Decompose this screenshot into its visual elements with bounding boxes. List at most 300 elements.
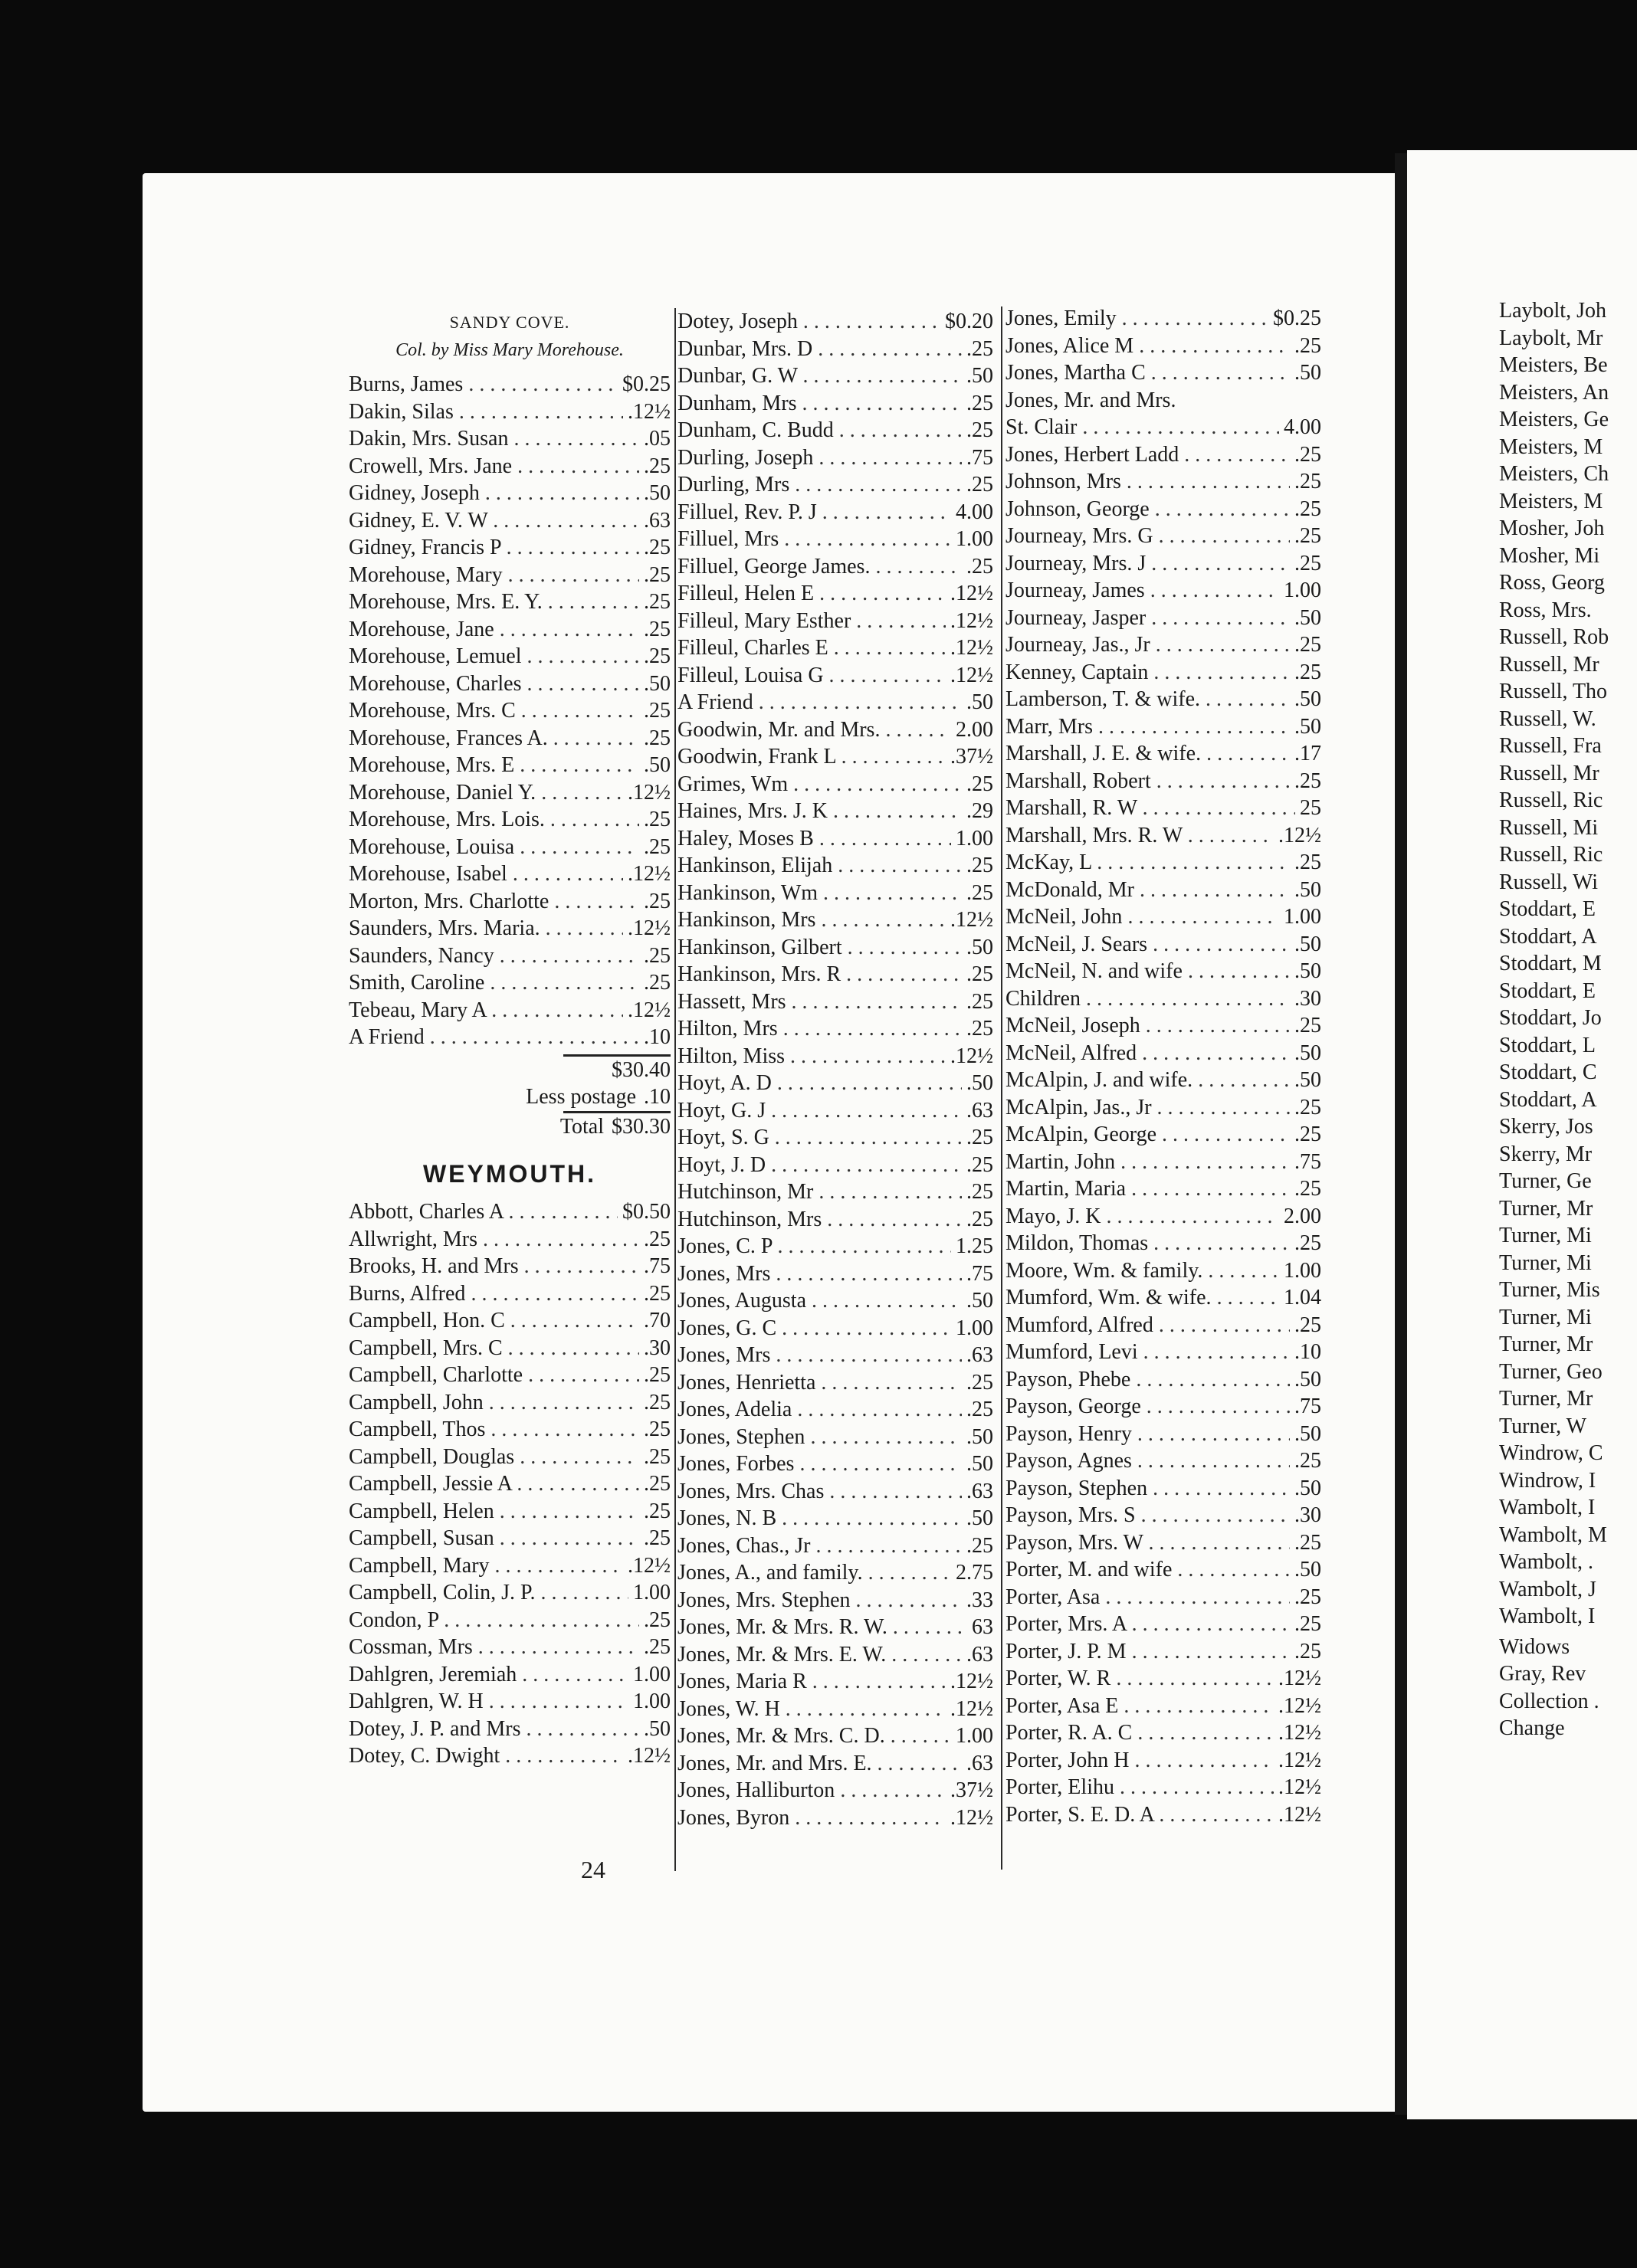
list-item: [1005, 1366, 1321, 1394]
list-item: [349, 725, 671, 752]
entry-amount: .75: [1290, 1393, 1321, 1421]
list-item: [1005, 441, 1321, 469]
entry-amount: 1.04: [1279, 1284, 1321, 1312]
list-item: [1499, 1277, 1637, 1304]
list-item: [1005, 550, 1321, 578]
list-item: [349, 806, 671, 834]
entry-name: Morehouse, Mrs. E. Y. . . .: [349, 588, 639, 616]
entry-name: A Friend . . .: [677, 689, 962, 716]
list-item: [1499, 1660, 1637, 1688]
entry-amount: .12½: [946, 1668, 993, 1696]
list-item: [1005, 1012, 1321, 1040]
entry-name: Porter, M. and wife . . .: [1005, 1556, 1290, 1584]
list-item: [1005, 1693, 1321, 1720]
entry-name: Lamberson, T. & wife. . . .: [1005, 686, 1290, 713]
entry-name: Hankinson, Gilbert . . .: [677, 934, 962, 962]
entry-name: Campbell, Charlotte . . .: [349, 1362, 639, 1389]
entry-amount: .50: [1290, 1421, 1321, 1448]
entry-name: Porter, J. P. M . . .: [1005, 1638, 1290, 1666]
entry-amount: 2.00: [1279, 1203, 1321, 1231]
entry-amount: .75: [962, 1260, 993, 1288]
entry-name: Campbell, Susan . . .: [349, 1525, 639, 1552]
entry-name: Morehouse, Isabel . . .: [349, 860, 623, 888]
entry-name: Porter, Asa E . . .: [1005, 1693, 1274, 1720]
entry-amount: .25: [639, 588, 671, 616]
entry-name: Meisters, M: [1499, 489, 1603, 513]
entry-name: Mildon, Thomas . . .: [1005, 1230, 1290, 1257]
entry-name: Jones, Byron . . .: [677, 1804, 946, 1832]
entry-amount: .25: [639, 616, 671, 644]
entry-amount: .25: [639, 1444, 671, 1471]
entry-name: Journeay, Mrs. J . . .: [1005, 550, 1290, 578]
entry-amount: .25: [639, 969, 671, 997]
entry-name: Turner, Mr: [1499, 1387, 1593, 1411]
entry-name: Hassett, Mrs . . .: [677, 988, 962, 1016]
entry-amount: 4.00: [1279, 414, 1321, 441]
entry-name: St. Clair . . .: [1005, 414, 1279, 441]
entry-amount: .25: [962, 961, 993, 988]
list-item: [677, 1641, 993, 1669]
list-item: [677, 934, 993, 962]
entry-amount: .75: [962, 444, 993, 472]
list-item: [349, 779, 671, 807]
list-item: [1499, 1331, 1637, 1359]
entry-name: Campbell, Mary . . .: [349, 1552, 623, 1580]
column-d: [1499, 297, 1637, 1742]
list-item: [1005, 1149, 1321, 1176]
entry-amount: .75: [639, 1253, 671, 1280]
less-postage-line: [349, 1083, 671, 1111]
entry-amount: .25: [1290, 1447, 1321, 1475]
entry-name: Russell, Wi: [1499, 870, 1599, 894]
entry-name: Morehouse, Frances A. . . .: [349, 725, 639, 752]
list-item: [677, 1777, 993, 1804]
entry-name: Marr, Mrs . . .: [1005, 713, 1290, 741]
list-item: [677, 336, 993, 363]
entry-amount: .12½: [623, 1552, 671, 1580]
entry-amount: .12½: [946, 634, 993, 662]
list-item: [1499, 869, 1637, 896]
list-item: [677, 444, 993, 472]
less-postage-amount: .10: [644, 1085, 671, 1109]
entry-amount: .25: [1290, 1584, 1321, 1611]
entry-name: Filluel, Mrs . . .: [677, 526, 951, 553]
entry-name: Jones, Mrs . . .: [677, 1342, 962, 1369]
list-item: [1005, 1447, 1321, 1475]
entry-name: Turner, Mis: [1499, 1278, 1600, 1302]
list-item: [1005, 1638, 1321, 1666]
list-item: [1005, 1121, 1321, 1149]
list-item: [677, 362, 993, 390]
entry-amount: .25: [639, 1389, 671, 1417]
entry-name: Journeay, James . . .: [1005, 577, 1279, 605]
entry-name: Gidney, E. V. W . . .: [349, 507, 639, 535]
list-item: [349, 1634, 671, 1661]
entry-amount: 1.00: [1279, 1257, 1321, 1285]
entry-name: Porter, S. E. D. A . . .: [1005, 1801, 1274, 1829]
entry-amount: .50: [1290, 877, 1321, 904]
entry-amount: .50: [639, 670, 671, 698]
entry-name: Dunham, C. Budd . . .: [677, 417, 962, 444]
entry-name: Filleul, Helen E . . .: [677, 580, 946, 608]
entry-name: Grimes, Wm . . .: [677, 771, 962, 798]
entry-name: Martin, Maria . . .: [1005, 1175, 1290, 1203]
entry-name: Morehouse, Jane . . .: [349, 616, 639, 644]
list-item: [1499, 379, 1637, 407]
entry-amount: .25: [639, 1416, 671, 1444]
entry-amount: 1.00: [1279, 577, 1321, 605]
list-item: [1005, 631, 1321, 659]
list-item: [677, 1097, 993, 1125]
entry-name: Morehouse, Mrs. C . . .: [349, 697, 639, 725]
entry-name: Porter, Mrs. A . . .: [1005, 1611, 1290, 1638]
entry-name: Hutchinson, Mr . . .: [677, 1178, 962, 1206]
entry-name: Jones, Mrs. Stephen . . .: [677, 1587, 962, 1614]
entry-name: Jones, Forbes . . .: [677, 1450, 962, 1478]
entry-amount: .50: [1290, 1040, 1321, 1067]
list-item: [1005, 414, 1321, 441]
entry-name: Smith, Caroline . . .: [349, 969, 639, 997]
entry-name: Martin, John . . .: [1005, 1149, 1290, 1176]
entry-amount: 1.00: [951, 1722, 993, 1750]
entry-amount: .25: [1290, 1230, 1321, 1257]
entry-amount: .50: [962, 1424, 993, 1451]
entry-name: McDonald, Mr . . .: [1005, 877, 1290, 904]
list-item: [1005, 1230, 1321, 1257]
entry-amount: .25: [962, 1015, 993, 1043]
entry-amount: .25: [962, 1206, 993, 1234]
list-item: [1005, 359, 1321, 387]
list-item: [349, 1716, 671, 1743]
list-item: [349, 1307, 671, 1335]
list-item: [1005, 1584, 1321, 1611]
entry-amount: .12½: [946, 608, 993, 635]
entry-name: Saunders, Mrs. Maria. . . .: [349, 915, 623, 942]
list-item: [677, 1804, 993, 1832]
list-item: [349, 1444, 671, 1471]
entry-amount: .50: [1290, 605, 1321, 632]
list-item: [1005, 333, 1321, 360]
list-item: [677, 689, 993, 716]
entry-amount: 1.00: [628, 1688, 671, 1716]
list-item: [677, 1315, 993, 1342]
entry-name: Durling, Mrs . . .: [677, 471, 962, 499]
list-item: [349, 888, 671, 916]
entry-name: Windrow, I: [1499, 1468, 1596, 1493]
list-item: [677, 1124, 993, 1152]
entry-amount: .12½: [946, 1696, 993, 1723]
entry-amount: .25: [639, 534, 671, 562]
entry-amount: .25: [639, 1498, 671, 1526]
entry-amount: .25: [1290, 1094, 1321, 1122]
list-item: [349, 752, 671, 779]
list-item: [349, 1024, 671, 1051]
entry-amount: .70: [639, 1307, 671, 1335]
entry-amount: .25: [639, 1280, 671, 1308]
entry-amount: .25: [1290, 631, 1321, 659]
entry-name: Hilton, Mrs . . .: [677, 1015, 962, 1043]
list-item: [1005, 1393, 1321, 1421]
entry-name: Payson, Stephen . . .: [1005, 1475, 1290, 1503]
entry-name: McAlpin, Jas., Jr . . .: [1005, 1094, 1290, 1122]
sandy-cove-heading: SANDY COVE.: [449, 313, 570, 332]
entry-name: Turner, Mr: [1499, 1196, 1593, 1221]
list-item: [349, 1688, 671, 1716]
entry-name: Campbell, Jessie A . . .: [349, 1470, 639, 1498]
entry-amount: .75: [1290, 1149, 1321, 1176]
list-item: [1499, 1168, 1637, 1195]
entry-name: Durling, Joseph . . .: [677, 444, 962, 472]
list-item: [1499, 1688, 1637, 1716]
entry-name: Campbell, Colin, J. P. . . .: [349, 1579, 628, 1607]
list-item: [677, 417, 993, 444]
entry-amount: .63: [639, 507, 671, 535]
list-item: [1499, 1385, 1637, 1413]
entry-amount: .25: [639, 834, 671, 861]
entry-name: Stoddart, E: [1499, 978, 1596, 1003]
list-item: [1005, 740, 1321, 768]
entry-amount: .12½: [946, 1804, 993, 1832]
list-item: [349, 398, 671, 426]
entry-amount: .50: [1290, 958, 1321, 985]
entry-name: Payson, George . . .: [1005, 1393, 1290, 1421]
list-item: [349, 562, 671, 589]
list-item: [1499, 406, 1637, 434]
list-item: [677, 662, 993, 690]
entry-name: Skerry, Mr: [1499, 1142, 1593, 1166]
entry-amount: .30: [639, 1335, 671, 1362]
list-item: [1005, 1774, 1321, 1801]
entry-name: Wambolt, J: [1499, 1577, 1596, 1601]
entry-amount: .25: [1290, 468, 1321, 496]
entry-amount: .25: [639, 1634, 671, 1661]
entry-amount: .50: [1290, 1366, 1321, 1394]
list-item: [1499, 787, 1637, 814]
entry-name: Russell, Mi: [1499, 815, 1599, 840]
list-item: [1499, 678, 1637, 706]
entry-amount: .25: [962, 1369, 993, 1397]
entry-name: Jones, Mr. & Mrs. E. W. . . .: [677, 1641, 962, 1669]
entry-name: Dunbar, Mrs. D . . .: [677, 336, 962, 363]
list-item: [677, 1152, 993, 1179]
entry-amount: .05: [639, 425, 671, 453]
list-item: [1005, 1312, 1321, 1339]
entry-amount: .50: [962, 1287, 993, 1315]
list-item: [1005, 1502, 1321, 1529]
list-item: [349, 1253, 671, 1280]
list-item: [1005, 1284, 1321, 1312]
entry-name: Stoddart, L: [1499, 1033, 1596, 1057]
entry-name: Jones, G. C . . .: [677, 1315, 951, 1342]
entry-name: Russell, W.: [1499, 706, 1596, 731]
entry-name: Turner, Mi: [1499, 1224, 1592, 1247]
entry-name: Jones, Augusta . . .: [677, 1287, 962, 1315]
list-item: [349, 1416, 671, 1444]
list-item: [1005, 985, 1321, 1013]
entry-amount: .12½: [1274, 1747, 1321, 1775]
list-item: [349, 534, 671, 562]
entry-name: Porter, Asa . . .: [1005, 1584, 1290, 1611]
list-item: [677, 1505, 993, 1532]
list-item: [349, 1525, 671, 1552]
list-item: [1005, 523, 1321, 550]
entry-name: Morehouse, Mary . . .: [349, 562, 639, 589]
entry-name: Jones, Herbert Ladd . . .: [1005, 441, 1290, 469]
list-item: [1499, 1603, 1637, 1631]
list-item: [677, 634, 993, 662]
list-item: [1005, 903, 1321, 931]
entry-amount: .25: [1290, 496, 1321, 523]
list-item: [349, 1742, 671, 1770]
entry-amount: .37½: [946, 743, 993, 771]
entry-name: Hutchinson, Mrs . . .: [677, 1206, 962, 1234]
list-item: [1005, 686, 1321, 713]
list-item: [677, 1015, 993, 1043]
entry-amount: .50: [1290, 931, 1321, 959]
total-line: [349, 1113, 671, 1141]
entry-amount: .25: [1290, 1529, 1321, 1557]
entry-amount: 1.00: [951, 1315, 993, 1342]
list-item: [1005, 577, 1321, 605]
entry-name: Hoyt, A. D . . .: [677, 1070, 962, 1097]
entry-amount: .50: [1290, 1475, 1321, 1503]
list-item: [1499, 1467, 1637, 1495]
entry-amount: $0.20: [940, 308, 993, 336]
list-item: [1005, 1665, 1321, 1693]
list-item: [1005, 849, 1321, 877]
entry-name: McNeil, J. Sears . . .: [1005, 931, 1290, 959]
list-item: [1499, 515, 1637, 542]
entry-name: Turner, Mr: [1499, 1332, 1593, 1356]
entry-amount: .25: [962, 1396, 993, 1424]
entry-name: Hankinson, Mrs. R . . .: [677, 961, 962, 988]
entry-amount: .12½: [623, 779, 671, 807]
list-item: [1499, 1005, 1637, 1032]
entry-name: Campbell, John . . .: [349, 1389, 639, 1417]
entry-name: Jones, Alice M . . .: [1005, 333, 1290, 360]
page-number: 24: [581, 1856, 605, 1883]
entry-name: Payson, Mrs. W . . .: [1005, 1529, 1290, 1557]
list-item: [677, 1369, 993, 1397]
list-item: [349, 507, 671, 535]
entry-name: Stoddart, E: [1499, 897, 1596, 921]
column-rule-1: [674, 308, 676, 1871]
list-item: [349, 1389, 671, 1417]
list-item: [1005, 1339, 1321, 1366]
entry-amount: .12½: [946, 906, 993, 934]
entry-name: Burns, Alfred . . .: [349, 1280, 639, 1308]
list-item: [677, 499, 993, 526]
list-item: [677, 798, 993, 825]
list-item: [677, 1668, 993, 1696]
entry-amount: .50: [1290, 359, 1321, 387]
entry-name: Payson, Agnes . . .: [1005, 1447, 1290, 1475]
list-item: [1005, 1719, 1321, 1747]
entry-amount: .25: [962, 1178, 993, 1206]
entry-amount: .50: [962, 689, 993, 716]
entry-name: Goodwin, Frank L . . .: [677, 743, 946, 771]
list-item: [349, 1470, 671, 1498]
entry-name: Jones, Henrietta . . .: [677, 1369, 962, 1397]
entry-name: McAlpin, George . . .: [1005, 1121, 1290, 1149]
list-item: [1499, 597, 1637, 624]
list-item: [1499, 950, 1637, 978]
entry-amount: .25: [1290, 768, 1321, 795]
entry-name: Porter, Elihu . . .: [1005, 1774, 1274, 1801]
list-item: [1005, 387, 1321, 415]
list-item: [349, 997, 671, 1024]
list-item: [1005, 1094, 1321, 1122]
entry-name: Mumford, Wm. & wife. . . .: [1005, 1284, 1279, 1312]
entry-amount: .25: [1290, 849, 1321, 877]
entry-amount: .12½: [1274, 1774, 1321, 1801]
entry-amount: .50: [962, 1505, 993, 1532]
entry-name: Turner, Mi: [1499, 1250, 1592, 1275]
list-item: [677, 1478, 993, 1506]
entry-name: Stoddart, M: [1499, 952, 1602, 975]
entry-name: Jones, Mrs. Chas . . .: [677, 1478, 962, 1506]
entry-amount: .63: [962, 1478, 993, 1506]
list-item: [349, 834, 671, 861]
entry-amount: .12½: [1274, 1719, 1321, 1747]
entry-amount: .63: [962, 1641, 993, 1669]
entry-name: Mumford, Alfred . . .: [1005, 1312, 1290, 1339]
list-item: [677, 308, 993, 336]
subtotal: $30.40: [612, 1057, 671, 1082]
list-item: [1005, 713, 1321, 741]
entry-amount: .25: [639, 1470, 671, 1498]
entry-amount: .25: [962, 553, 993, 581]
list-item: [677, 1424, 993, 1451]
entry-name: Jones, W. H . . .: [677, 1696, 946, 1723]
entry-amount: .50: [962, 1450, 993, 1478]
entry-name: Russell, Mr: [1499, 652, 1599, 677]
entry-amount: .25: [639, 1525, 671, 1552]
list-item: [677, 1587, 993, 1614]
entry-amount: .25: [962, 1532, 993, 1560]
entry-name: Stoddart, A: [1499, 1087, 1597, 1112]
entry-name: Ross, Georg: [1499, 571, 1605, 595]
entry-name: Turner, Geo: [1499, 1359, 1603, 1384]
entry-name: Jones, Halliburton . . .: [677, 1777, 946, 1804]
entry-amount: 1.25: [951, 1233, 993, 1260]
entry-amount: .50: [1290, 686, 1321, 713]
list-item: [677, 825, 993, 853]
entry-amount: .50: [639, 1716, 671, 1743]
entry-name: Dakin, Silas . . .: [349, 398, 623, 426]
entry-name: Filleul, Charles E . . .: [677, 634, 946, 662]
entry-name: Jones, N. B . . .: [677, 1505, 962, 1532]
list-item: [1005, 958, 1321, 985]
entry-name: Jones, Chas., Jr . . .: [677, 1532, 962, 1560]
entry-name: Gidney, Francis P . . .: [349, 534, 639, 562]
entry-name: Tebeau, Mary A . . .: [349, 997, 623, 1024]
sandy-cove-list: [349, 371, 671, 1051]
entry-name: Jones, Mrs . . .: [677, 1260, 962, 1288]
entry-name: Stoddart, A: [1499, 924, 1597, 949]
entry-amount: .12½: [1274, 1665, 1321, 1693]
list-item: [1499, 488, 1637, 516]
list-item: [1499, 1032, 1637, 1060]
entry-name: Jones, Mr. & Mrs. C. D. . . .: [677, 1722, 951, 1750]
entry-amount: 1.00: [628, 1579, 671, 1607]
list-item: [1005, 1801, 1321, 1829]
list-item: [349, 969, 671, 997]
entry-amount: .25: [639, 725, 671, 752]
list-item: [1499, 1195, 1637, 1223]
entry-amount: .63: [962, 1342, 993, 1369]
entry-name: Morton, Mrs. Charlotte . . .: [349, 888, 639, 916]
